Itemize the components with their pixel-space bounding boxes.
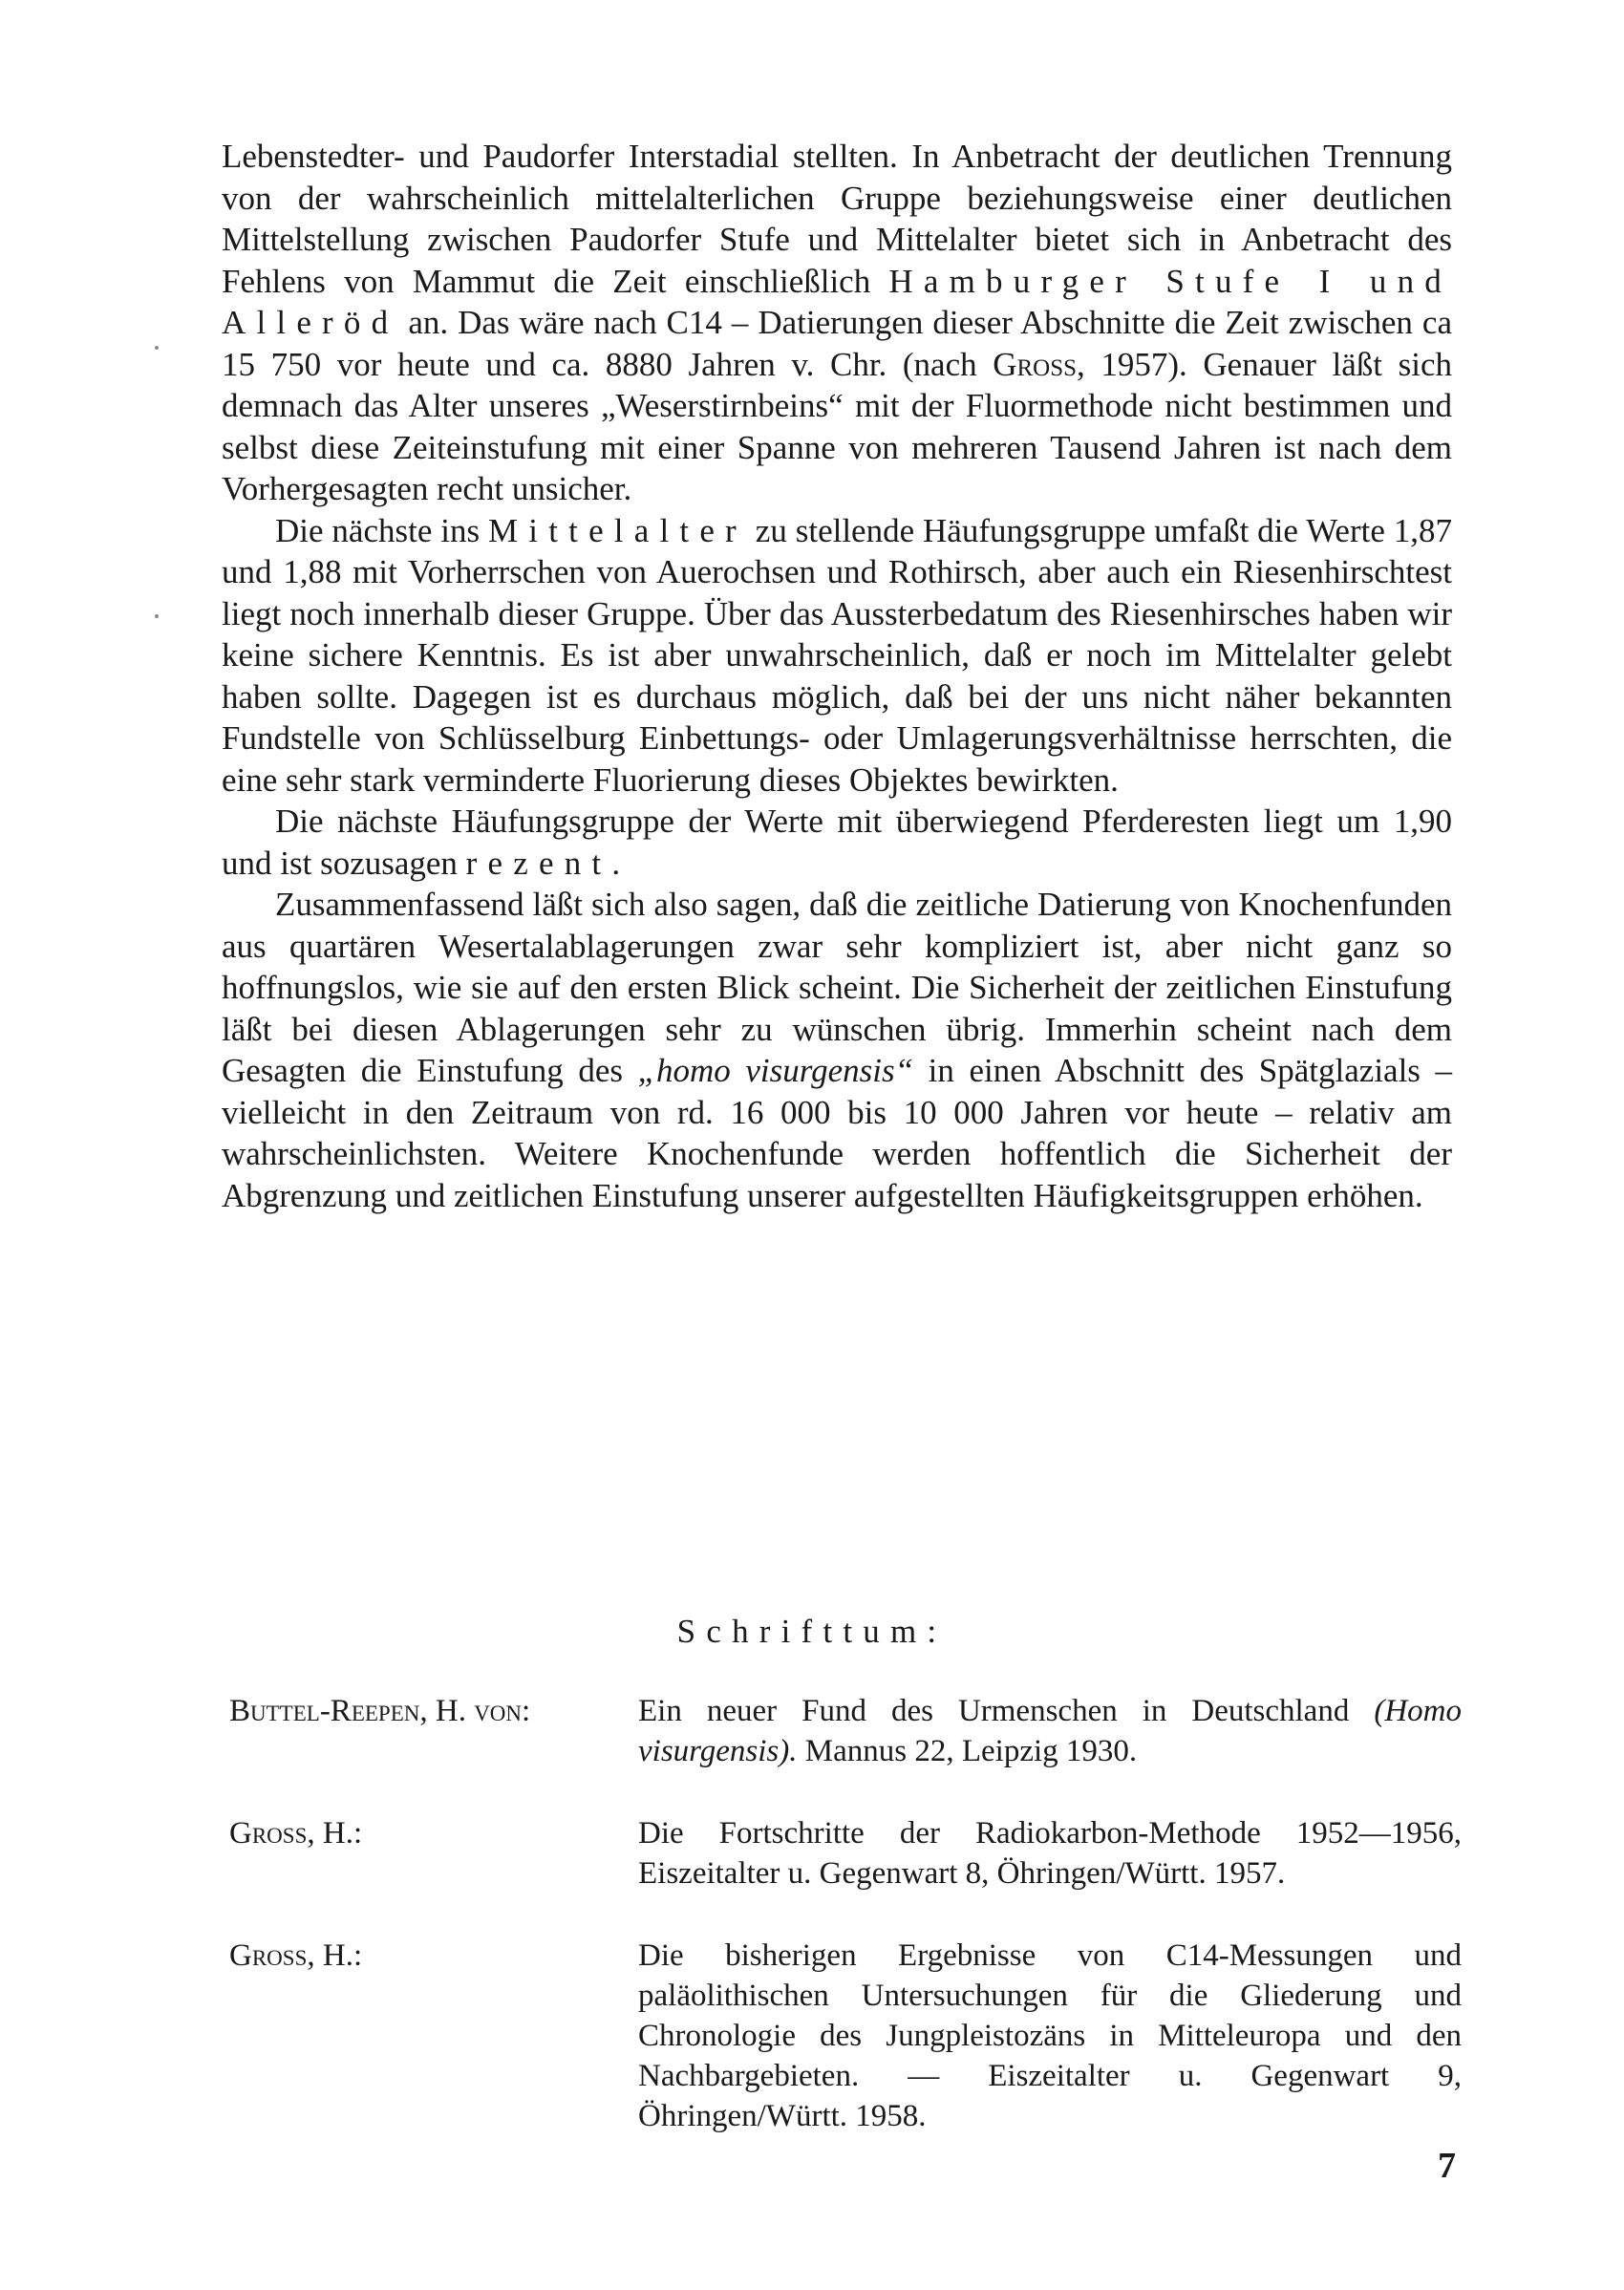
reference-entry — [229, 1936, 1462, 2136]
text-run: Ein neuer Fund des Urmenschen in Deutschland — [638, 1694, 1375, 1728]
text-run: rezent — [465, 844, 612, 882]
text-run: Zusammenfassend läßt sich also sagen, daß die zeitliche Datierung von Knochenfunden aus quartären Wesertalablagerungen zwar sehr kompliziert ist, aber nicht ganz so hoffnungslos, wie sie auf den ersten Blick scheint. Die Sicherheit der zeitlichen Einstufung läßt bei diesen Ablagerungen sehr zu wünschen übrig. Immerhin scheint nach dem Gesagten die Einstufung des — [222, 886, 1452, 1089]
text-run: Gross — [993, 345, 1078, 383]
text-run: Die Fortschritte der Radiokarbon-Methode 1952—1956, Eiszeitalter u. Gegenwart 8, Öhringen/Württ. 1957. — [638, 1816, 1462, 1891]
text-run: , 1957). Genauer läßt sich demnach das Alter unseres „Weserstirnbeins“ mit der Fluormethode nicht bestimmen und selbst diese Zeiteinstufung mit einer Spanne von mehreren Tausend Jahren ist nach dem Vorhergesagten recht unsicher. — [222, 345, 1452, 507]
margin-mark — [155, 614, 159, 618]
text-run: . — [611, 844, 621, 882]
reference-citation — [638, 1813, 1462, 1894]
text-run: Lebenstedter- und Paudorfer Interstadial stellten. In Anbetracht der deutlichen Trennung von der wahrscheinlich mittelalterlichen Gruppe beziehungsweise einer deutlichen Mittelstellung zwischen Paudorfer Stufe und Mittelalter bietet sich in Anbetracht des Fehlens von Mammut die Zeit einschließlich — [222, 138, 1452, 300]
reference-entry — [229, 1813, 1462, 1894]
margin-mark — [155, 346, 159, 350]
reference-citation — [638, 1936, 1462, 2136]
paragraph — [222, 884, 1452, 1216]
section-heading: Schrifttum: — [676, 1613, 948, 1650]
text-run: Die nächste Häufungsgruppe der Werte mit überwiegend Pferderesten liegt um 1,90 und ist sozusagen — [222, 803, 1452, 882]
text-run: an. Das wäre nach C14 – Datierungen dieser Abschnitte die Zeit zwischen ca 15 750 vor heute und ca. 8880 Jahren v. Chr. (nach — [222, 304, 1452, 383]
reference-author: Buttel-Reepen, H. von: — [229, 1694, 531, 1728]
paragraph — [222, 136, 1452, 510]
text-run: Die bisherigen Ergebnisse von C14-Messungen und paläolithischen Untersuchungen für die Gliederung und Chronologie des Jungpleistozäns in Mitteleuropa und den Nachbargebieten. — Eiszeitalter u. Gegenwart 9, Öhringen/Württ. 1958. — [638, 1938, 1462, 2133]
reference-author: Gross, H.: — [229, 1938, 363, 1973]
text-run: zu stellende Häufungsgruppe umfaßt die Werte 1,87 und 1,88 mit Vorherrschen von Auerochsen und Rothirsch, aber auch ein Riesenhirschtest liegt noch innerhalb dieser Gruppe. Über das Aussterbedatum des Riesenhirsches haben wir keine sichere Kenntnis. Es ist aber unwahrscheinlich, daß er noch im Mittelalter gelebt haben sollte. Dagegen ist es durchaus möglich, daß bei der uns nicht näher bekannten Fundstelle von Schlüsselburg Einbettungs- oder Umlagerungsverhältnisse herrschten, die eine sehr stark verminderte Fluorierung dieses Objektes bewirkten. — [222, 511, 1453, 799]
body-text — [222, 136, 1452, 1216]
reference-list — [229, 1691, 1462, 2136]
text-run: Mannus 22, Leipzig 1930. — [797, 1734, 1138, 1768]
paragraph — [222, 510, 1452, 802]
reference-entry — [229, 1691, 1462, 1771]
text-run: in einen Abschnitt des Spätglazials – vielleicht in den Zeitraum von rd. 16 000 bis 10 000 Jahren vor heute – relativ am wahrscheinlichsten. Weitere Knochenfunde werden hoffentlich die Sicherheit der Abgrenzung und zeitlichen Einstufung unserer aufgestellten Häufigkeitsgruppen erhöhen. — [222, 1052, 1452, 1214]
text-run: Die nächste ins — [275, 511, 488, 549]
reference-author: Gross, H.: — [229, 1816, 363, 1851]
text-run: Hamburger Stufe I und Alleröd — [222, 262, 1452, 341]
reference-citation — [638, 1691, 1462, 1771]
text-run: (Homo visurgensis). — [638, 1694, 1462, 1768]
paragraph — [222, 801, 1452, 884]
text-run: Mittelalter — [487, 511, 747, 549]
text-run: „homo visurgensis“ — [637, 1052, 914, 1089]
page-number: 7 — [1438, 2146, 1456, 2186]
